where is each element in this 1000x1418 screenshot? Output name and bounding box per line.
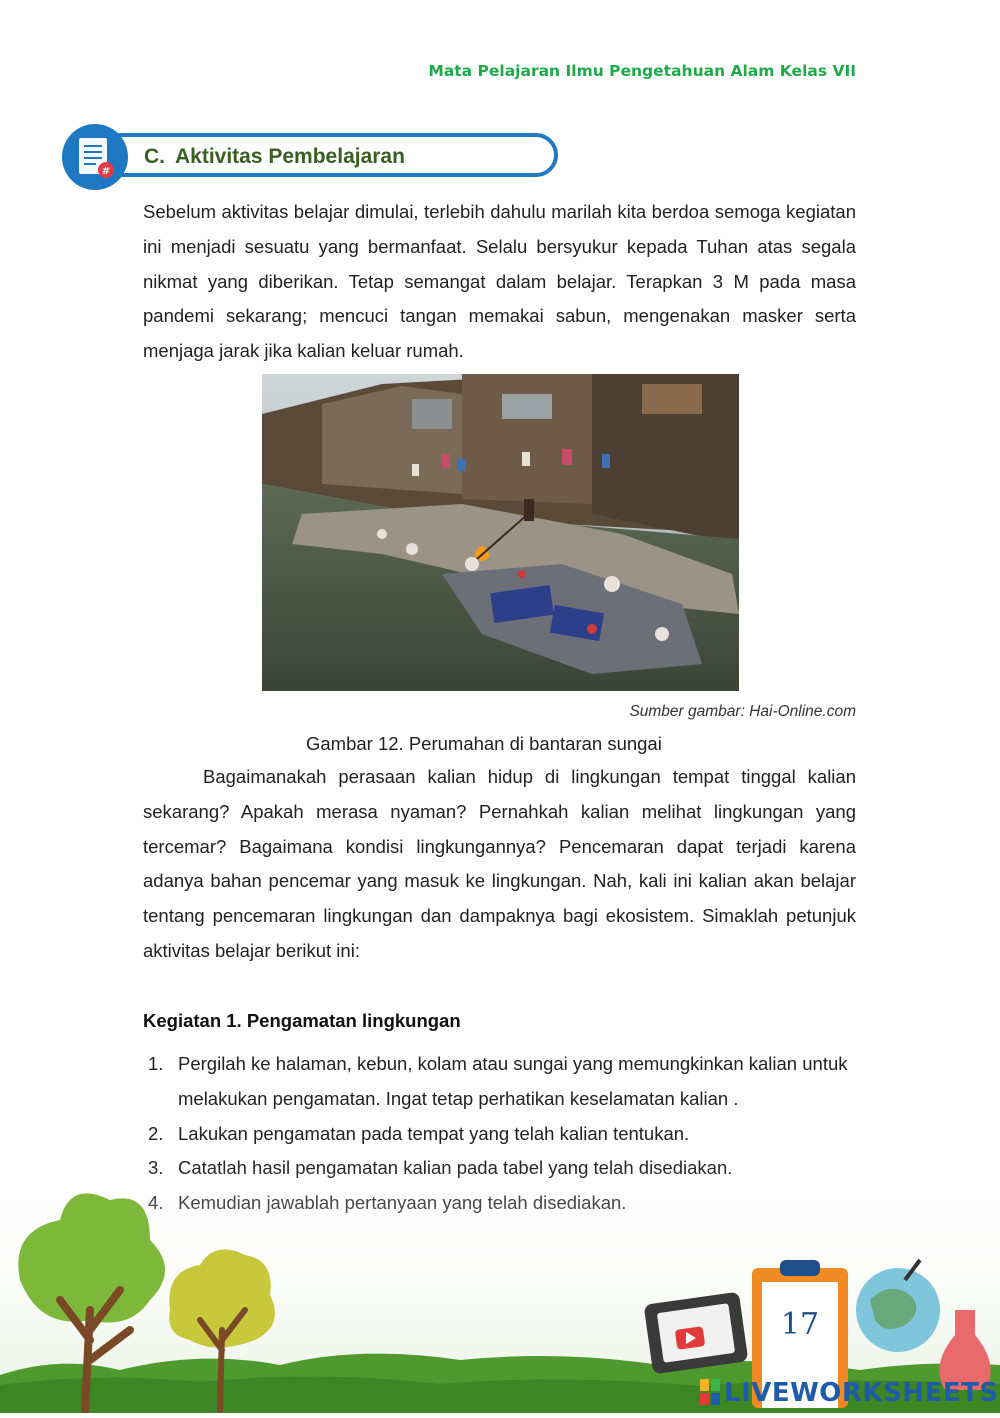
svg-text:#: # [101,166,111,177]
step-number: 2. [148,1122,164,1144]
figure-caption: Gambar 12. Perumahan di bantaran sungai [306,733,662,754]
footer-illustration [0,1160,1000,1413]
list-item [143,1047,856,1117]
section-title [144,145,405,169]
page-header-title: Mata Pelajaran Ilmu Pengetahuan Alam Kelas VII [428,62,856,80]
document-icon [62,124,128,190]
page-number: 17 [780,1307,820,1342]
body-paragraph: Bagaimanakah perasaan kalian hidup di lingkungan tempat tinggal kalian sekarang? Apakah merasa nyaman? Pernahkah kalian melihat lingkungan yang tercemar? Bagaimana kondisi lingkungannya? Pencemaran dapat terjadi karena adanya bahan pencemar yang masuk ke lingkungan. Nah, kali ini kalian akan belajar tentang pencemaran lingkungan dan dampaknya bagi ekosistem. Simaklah petunjuk aktivitas belajar berikut ini: [143,766,856,961]
liveworksheets-brand: LIVEWORKSHEETS [724,1378,999,1408]
step-text: Pergilah ke halaman, kebun, kolam atau sungai yang memungkinkan kalian untuk melakukan pengamatan. Ingat tetap perhatikan keselamatan kalian . [178,1053,848,1109]
step-text: Lakukan pengamatan pada tempat yang telah kalian tentukan. [178,1122,690,1144]
section-letter: C. [144,145,165,168]
kegiatan-title: Kegiatan 1. Pengamatan lingkungan [143,1010,461,1031]
section-title-text: Aktivitas Pembelajaran [175,145,405,168]
step-number: 1. [148,1053,164,1074]
liveworksheets-badge-icon [700,1379,720,1405]
figure-source: Sumber gambar: Hai-Online.com [629,703,856,720]
river-slum-photo [262,374,739,691]
tablet-icon [644,1292,749,1375]
liveworksheets-logo [700,1378,999,1408]
list-item [143,1117,856,1152]
intro-paragraph: Sebelum aktivitas belajar dimulai, terlebih dahulu marilah kita berdoa semoga kegiatan ini menjadi sesuatu yang bermanfaat. Selalu bersyukur kepada Tuhan atas segala nikmat yang diberikan. Tetap semangat dalam belajar. Terapkan 3 M pada masa pandemi sekarang; mencuci tangan memakai sabun, mengenakan masker serta menjaga jarak jika kalian keluar rumah. [143,201,856,362]
